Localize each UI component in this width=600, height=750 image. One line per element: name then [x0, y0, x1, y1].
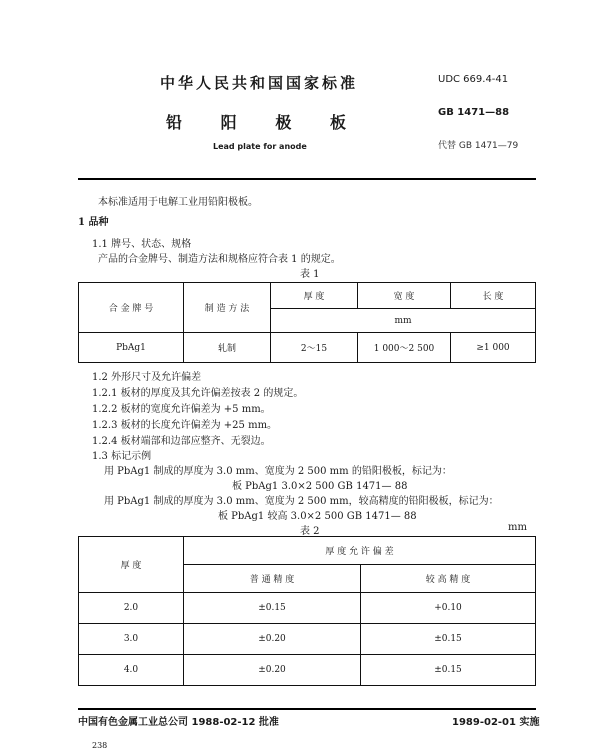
table-row: [79, 624, 536, 655]
table-row: [79, 593, 536, 624]
title-char: 板: [329, 113, 346, 132]
example-2-text: 用 PbAg1 制成的厚度为 3.0 mm、宽度为 2 500 mm，较高精度的铅阳极板，标记为：: [104, 496, 499, 507]
effective-date: 1989-02-01 实施: [452, 717, 540, 728]
table-2-cell-high: ±0.15: [361, 624, 536, 655]
table-1: [78, 282, 536, 363]
table-2-header-thickness: 厚 度: [79, 537, 184, 593]
table-2-cell-thickness: 4.0: [79, 655, 184, 686]
table-1-cell-length: ≥1 000: [451, 333, 536, 363]
intro-text: 本标准适用于电解工业用铅阳极板。: [98, 197, 258, 208]
section-1-1-text: 产品的合金牌号、制造方法和规格应符合表 1 的规定。: [98, 254, 341, 265]
table-2-header-high: 较 高 精 度: [361, 565, 536, 593]
table-2-caption: 表 2: [300, 526, 320, 537]
table-1-header-width: 宽 度: [358, 283, 451, 309]
header-divider: [78, 178, 536, 180]
footer-divider: [78, 708, 536, 710]
section-1-heading: 1 品种: [78, 217, 109, 228]
udc-code: UDC 669.4-41: [438, 74, 509, 85]
section-1-2-4-text: 1.2.4 板材端部和边部应整齐、无裂边。: [92, 436, 271, 447]
table-1-header-length: 长 度: [451, 283, 536, 309]
example-1-mark: 板 PbAg1 3.0×2 500 GB 1471— 88: [232, 481, 408, 492]
table-1-caption: 表 1: [300, 269, 320, 280]
table-2-cell-high: ±0.15: [361, 655, 536, 686]
table-2-header-tolerance: 厚 度 允 许 偏 差: [184, 537, 536, 565]
table-2-cell-high: +0.10: [361, 593, 536, 624]
table-1-cell-thickness: 2～15: [271, 333, 358, 363]
table-2-cell-normal: ±0.15: [184, 593, 361, 624]
section-1-3-heading: 1.3 标记示例: [92, 451, 152, 462]
table-row: [79, 333, 536, 363]
approval-line: 中国有色金属工业总公司 1988-02-12 批准: [78, 717, 279, 728]
page-number: 238: [92, 741, 108, 750]
table-row: [79, 655, 536, 686]
example-1-text: 用 PbAg1 制成的厚度为 3.0 mm、宽度为 2 500 mm 的铅阳极板，标记为：: [104, 466, 452, 477]
table-2-unit: mm: [508, 522, 527, 533]
table-2-cell-normal: ±0.20: [184, 655, 361, 686]
table-2: [78, 536, 536, 686]
table-1-header-grade: 合 金 牌 号: [79, 283, 184, 333]
standard-title: 中华人民共和国国家标准: [160, 74, 359, 92]
example-2-mark: 板 PbAg1 较高 3.0×2 500 GB 1471— 88: [218, 511, 417, 522]
section-1-2-heading: 1.2 外形尺寸及允许偏差: [92, 372, 202, 383]
section-1-2-1-text: 1.2.1 板材的厚度及其允许偏差按表 2 的规定。: [92, 388, 304, 399]
table-1-cell-width: 1 000～2 500: [358, 333, 451, 363]
table-1-cell-method: 轧制: [184, 333, 271, 363]
gb-number: GB 1471—88: [438, 107, 510, 118]
section-1-2-3-text: 1.2.3 板材的长度允许偏差为 +25 mm。: [92, 420, 278, 431]
table-2-header-normal: 普 通 精 度: [184, 565, 361, 593]
table-2-cell-thickness: 3.0: [79, 624, 184, 655]
table-2-cell-thickness: 2.0: [79, 593, 184, 624]
section-1-2-2-text: 1.2.2 板材的宽度允许偏差为 +5 mm。: [92, 404, 271, 415]
table-2-cell-normal: ±0.20: [184, 624, 361, 655]
table-1-header-thickness: 厚 度: [271, 283, 358, 309]
title-char: 阳: [220, 113, 237, 132]
table-1-unit: mm: [271, 309, 536, 333]
table-1-header-method: 制 造 方 法: [184, 283, 271, 333]
section-1-1-heading: 1.1 牌号、状态、规格: [92, 239, 192, 250]
replaces-standard: 代替 GB 1471—79: [438, 141, 519, 151]
title-char: 铅: [166, 113, 183, 132]
english-title: Lead plate for anode: [213, 142, 307, 151]
table-1-cell-grade: PbAg1: [79, 333, 184, 363]
title-char: 极: [275, 113, 292, 132]
document-title: [166, 110, 346, 133]
